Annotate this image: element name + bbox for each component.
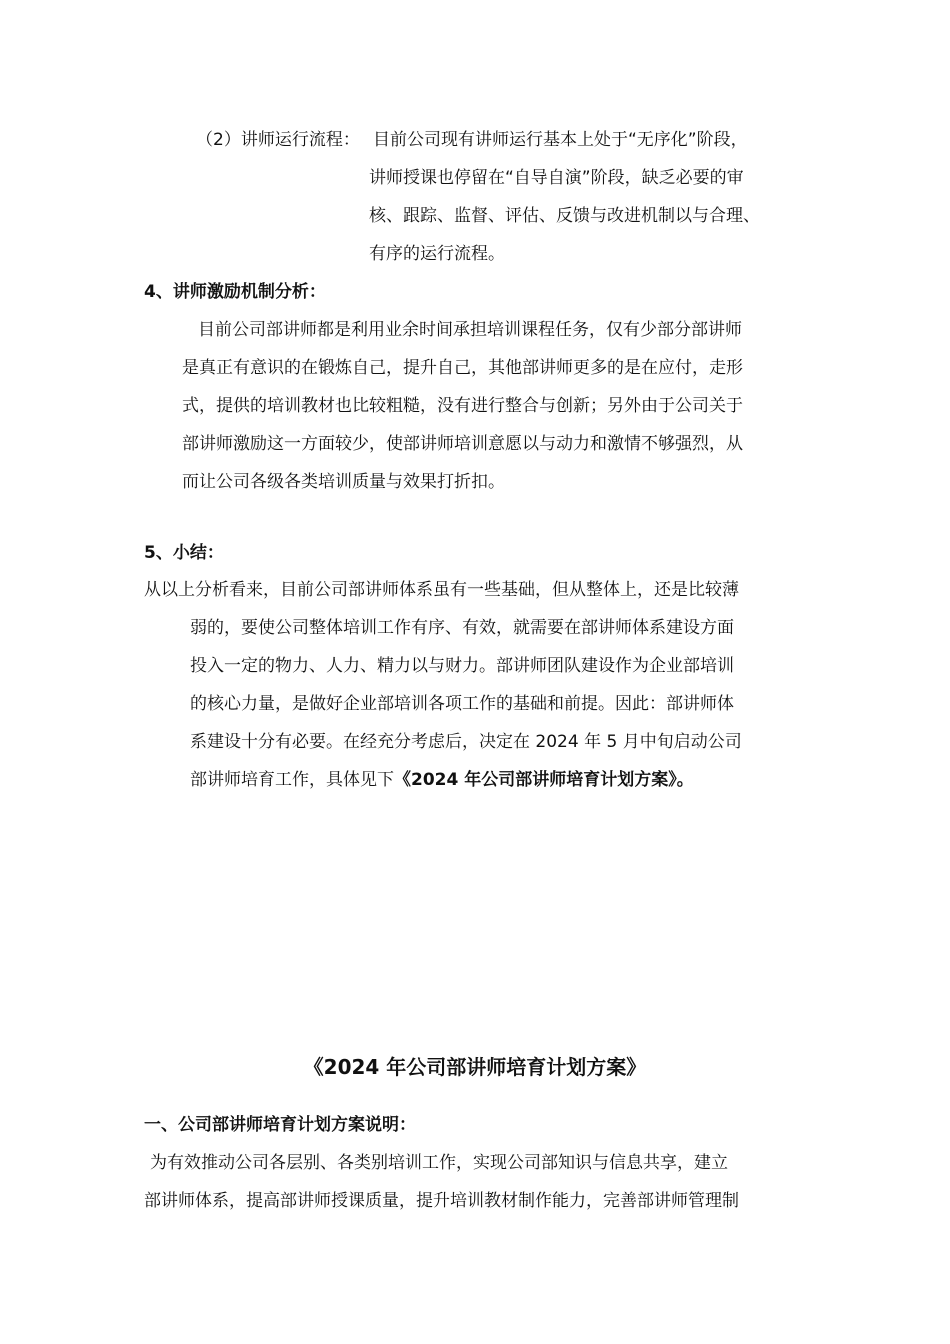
plan-section-1-heading: 一、公司部讲师培育计划方案说明：: [144, 1115, 416, 1135]
paragraph-line: 是真正有意识的在锻炼自己，提升自己，其他部讲师更多的是在应付，走形: [182, 358, 743, 378]
paragraph-line-last: [190, 768, 694, 792]
section-4-heading: 4、讲师激励机制分析：: [144, 282, 326, 302]
section-5-heading: 5、小结：: [144, 543, 224, 563]
paragraph-line: 从以上分析看来，目前公司部讲师体系虽有一些基础，但从整体上，还是比较薄: [144, 580, 739, 600]
paragraph-line: 的核心力量，是做好企业部培训各项工作的基础和前提。因此：部讲师体: [190, 694, 734, 714]
paragraph-line: 目前公司现有讲师运行基本上处于“无序化”阶段，: [373, 130, 748, 150]
paragraph-line: 核、跟踪、监督、评估、反馈与改进机制以与合理、: [369, 206, 760, 226]
plan-title: 《2024 年公司部讲师培育计划方案》: [303, 1055, 647, 1079]
paragraph-line: 而让公司各级各类培训质量与效果打折扣。: [182, 472, 505, 492]
paragraph-line: 为有效推动公司各层别、各类别培训工作，实现公司部知识与信息共享，建立: [150, 1153, 728, 1173]
paragraph-line: 部讲师激励这一方面较少，使部讲师培训意愿以与动力和激情不够强烈，从: [182, 434, 743, 454]
paragraph-line: 目前公司部讲师都是利用业余时间承担培训课程任务，仅有少部分部讲师: [198, 320, 742, 340]
plan-reference-prefix: 部讲师培育工作，具体见下: [190, 770, 394, 790]
paragraph-line: 弱的，要使公司整体培训工作有序、有效，就需要在部讲师体系建设方面: [190, 618, 734, 638]
plan-reference-title: 《2024 年公司部讲师培育计划方案》。: [394, 770, 694, 790]
item-2-label: （2）讲师运行流程：: [196, 130, 360, 150]
paragraph-line: 式，提供的培训教材也比较粗糙，没有进行整合与创新；另外由于公司关于: [182, 396, 743, 416]
paragraph-line: 部讲师体系，提高部讲师授课质量，提升培训教材制作能力，完善部讲师管理制: [144, 1191, 739, 1211]
paragraph-line: 投入一定的物力、人力、精力以与财力。部讲师团队建设作为企业部培训: [190, 656, 734, 676]
paragraph-line: 有序的运行流程。: [369, 244, 505, 264]
paragraph-line: 讲师授课也停留在“自导自演”阶段，缺乏必要的审: [369, 168, 744, 188]
paragraph-line: 系建设十分有必要。在经充分考虑后，决定在 2024 年 5 月中旬启动公司: [190, 732, 742, 752]
